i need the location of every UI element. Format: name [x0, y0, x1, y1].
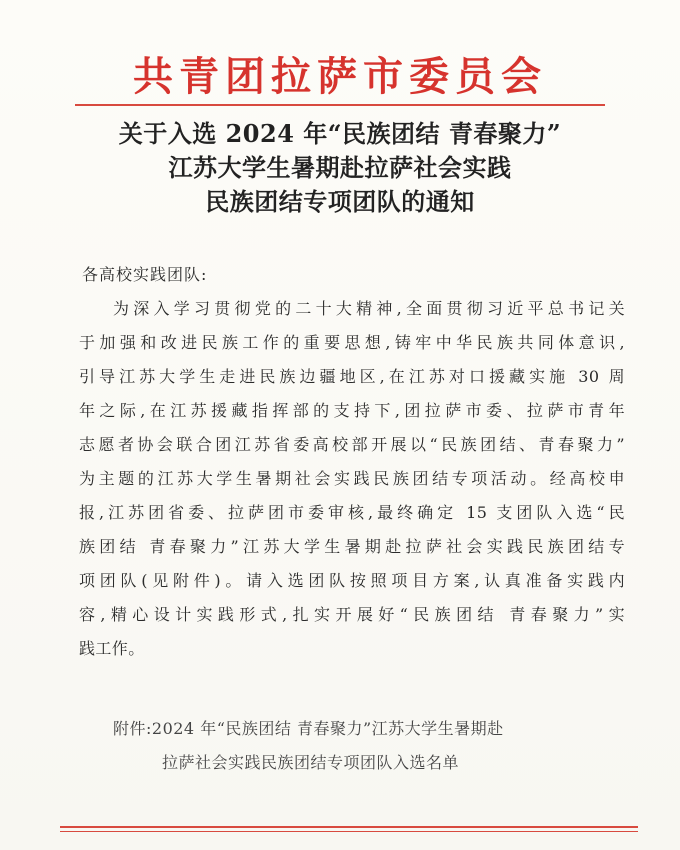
footer-red-rule-thin	[60, 831, 638, 832]
body-line: 报,江苏团省委、拉萨团市委审核,最终确定 15 支团队入选“民	[79, 503, 625, 522]
body-line: 项团队(见附件)。请入选团队按照项目方案,认真准备实践内	[79, 571, 625, 590]
header-red-rule	[75, 104, 605, 106]
body-line: 志愿者协会联合团江苏省委高校部开展以“民族团结、青春聚力”	[79, 435, 625, 454]
attachment-line-1: 附件:2024 年“民族团结 青春聚力”江苏大学生暑期赴	[113, 719, 504, 738]
attachment-line-2: 拉萨社会实践民族团结专项团队入选名单	[162, 753, 460, 772]
document-title-line-3: 民族团结专项团队的通知	[205, 187, 475, 216]
body-line: 族团结 青春聚力”江苏大学生暑期赴拉萨社会实践民族团结专	[79, 537, 625, 556]
body-line: 年之际,在江苏援藏指挥部的支持下,团拉萨市委、拉萨市青年	[79, 401, 625, 420]
body-line: 于加强和改进民族工作的重要思想,铸牢中华民族共同体意识,	[79, 333, 625, 352]
body-line: 为深入学习贯彻党的二十大精神,全面贯彻习近平总书记关	[113, 299, 625, 318]
organization-header: 共青团拉萨市委员会	[133, 53, 547, 100]
body-line: 容,精心设计实践形式,扎实开展好“民族团结 青春聚力”实	[79, 605, 625, 624]
body-line: 引导江苏大学生走进民族边疆地区,在江苏对口援藏实施 30 周	[79, 367, 625, 386]
document-title-line-1: 关于入选 2024 年“民族团结 青春聚力”	[118, 119, 562, 148]
salutation: 各高校实践团队:	[82, 265, 208, 284]
body-line: 为主题的江苏大学生暑期社会实践民族团结专项活动。经高校申	[79, 469, 625, 488]
document-title-line-2: 江苏大学生暑期赴拉萨社会实践	[168, 153, 512, 182]
footer-red-rule	[60, 826, 638, 828]
body-line-last: 践工作。	[79, 639, 145, 658]
